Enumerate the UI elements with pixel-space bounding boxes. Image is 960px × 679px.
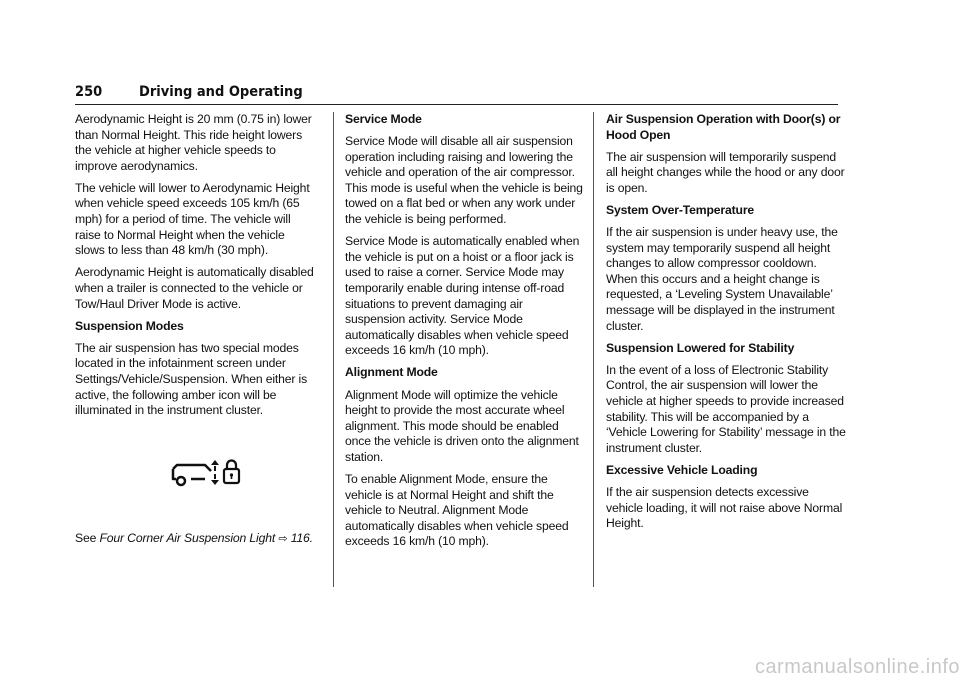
paragraph: The air suspension will temporarily suspend all height changes while the hood or any door is open. [606,149,845,195]
page-ref-arrow-icon: ⇨ [278,532,288,545]
see-reference: See Four Corner Air Suspension Light ⇨ 116. [75,530,313,545]
heading-alignment-mode: Alignment Mode [345,365,438,380]
paragraph: If the air suspension is under heavy use, the system may temporarily suspend all height changes to allow compressor cooldown. When this occurs and a height change is requested, a ‘Leveling System Unavailable’ message will be displayed in the instrument cluster. [606,225,838,333]
paragraph: Service Mode will disable all air suspension operation including raising and lowering the vehicle and operation of the air compressor. This mode is useful when the vehicle is being towed on a flat bed or when any work under the vehicle is being performed. [345,134,583,227]
paragraph: Service Mode is automatically enabled when the vehicle is put on a hoist or a floor jack is used to raise a corner. Service Mode may temporarily enable during intense off-road situations to prevent damaging air suspension activity. Service Mode automatically disables when vehicle speed exceeds 16 km/h (10 mph). [345,234,580,358]
column-divider [333,112,334,587]
see-page: 116. [290,530,313,545]
watermark: carmanualsonline.info [754,656,960,678]
paragraph: In the event of a loss of Electronic Stability Control, the air suspension will lower the vehicle at higher speeds to provide increased stability. This will be accompanied by a ‘Vehicle Lowering for Stability’ message in the instrument cluster. [606,362,846,455]
column-3 [606,112,846,538]
suspension-service-icon [167,457,247,497]
paragraph: Aerodynamic Height is automatically disabled when a trailer is connected to the vehicle or Tow/Haul Driver Mode is active. [75,265,314,311]
heading-service-mode: Service Mode [345,112,422,126]
column-divider [593,112,594,587]
paragraph: Alignment Mode will optimize the vehicle height to provide the most accurate wheel alignment. This mode should be enabled once the vehicle is driven onto the alignment station. [345,387,579,464]
heading-excessive-loading: Excessive Vehicle Loading [606,462,758,477]
heading-door-hood-open: Air Suspension Operation with Door(s) or Hood Open [606,112,841,142]
paragraph: Aerodynamic Height is 20 mm (0.75 in) lower than Normal Height. This ride height lowers the vehicle at higher vehicle speeds to improve aerodynamics. [75,112,312,173]
paragraph: If the air suspension detects excessive vehicle loading, it will not raise above Normal Height. [606,484,843,531]
column-2 [345,112,585,556]
column-1 [75,112,315,554]
page-number: 250 [75,84,103,100]
heading-over-temperature: System Over-Temperature [606,202,755,217]
page-header [75,84,838,105]
section-title: Driving and Operating [139,84,303,100]
paragraph: The vehicle will lower to Aerodynamic Height when vehicle speed exceeds 105 km/h (65 mph) for a period of time. The vehicle will raise to Normal Height when the vehicle slows to less than 48 km/h (30 mph). [75,180,310,258]
paragraph: The air suspension has two special modes located in the infotainment screen under Settings/Vehicle/Suspension. When either is active, the following amber icon will be illuminated in the instrument cluster. [75,340,308,418]
heading-lowered-stability: Suspension Lowered for Stability [606,340,795,355]
see-link[interactable]: Four Corner Air Suspension Light [99,530,276,545]
heading-suspension-modes: Suspension Modes [75,318,184,333]
paragraph: To enable Alignment Mode, ensure the vehicle is at Normal Height and shift the vehicle to Neutral. Alignment Mode automatically disables when vehicle speed exceeds 16 km/h (10 mph). [345,471,569,549]
